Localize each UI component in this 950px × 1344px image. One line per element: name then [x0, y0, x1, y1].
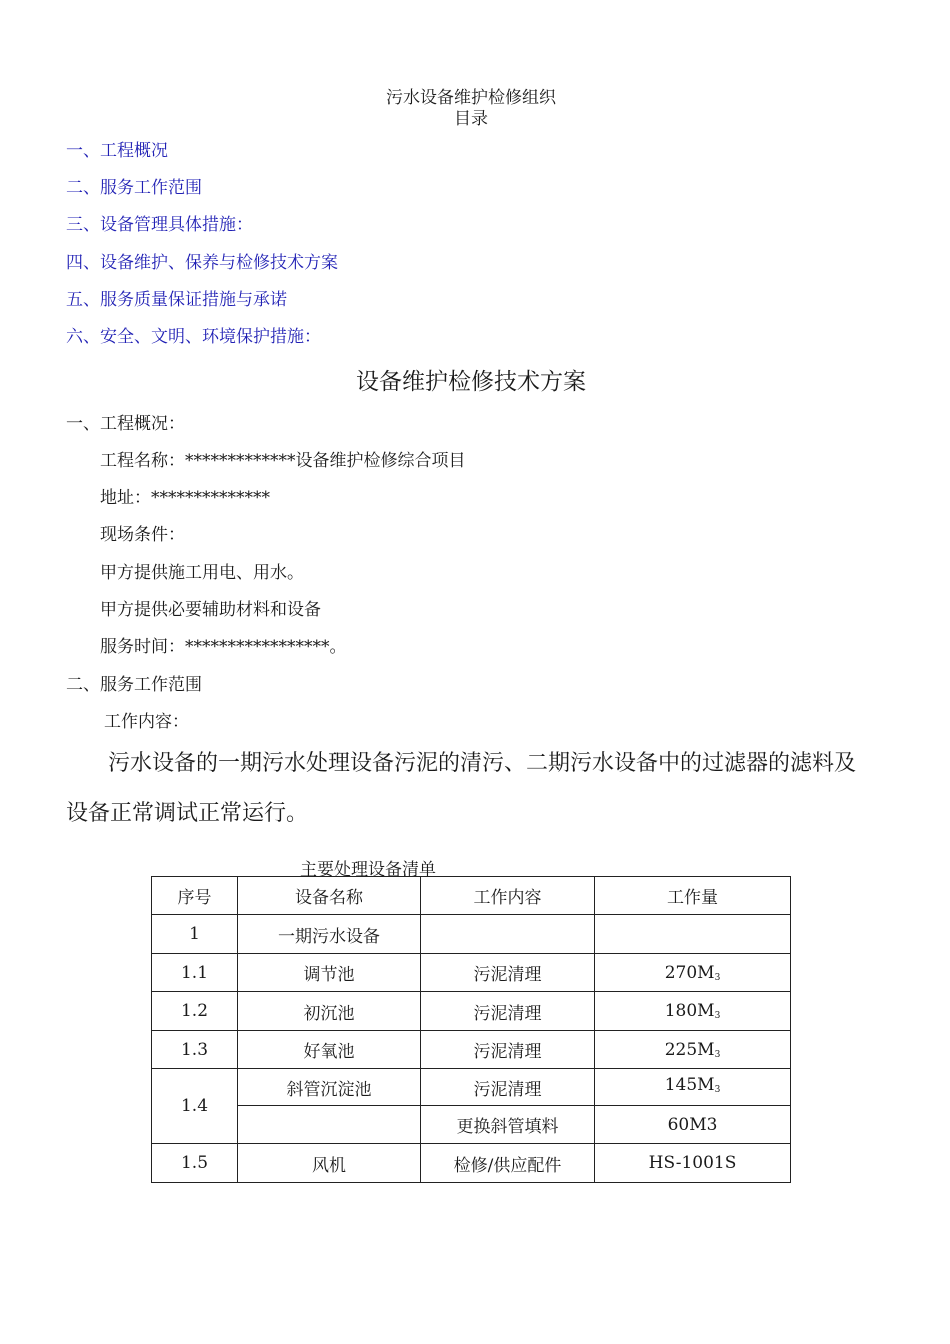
- table-row: [152, 1106, 791, 1144]
- row-number: 1.3: [152, 1031, 238, 1069]
- row-number: 1.5: [152, 1144, 238, 1183]
- equipment-name: 斜管沉淀池: [238, 1069, 421, 1106]
- site-condition-2: 甲方提供必要辅助材料和设备: [100, 600, 321, 620]
- workload: HS-1001S: [595, 1144, 791, 1183]
- table-row: [152, 1144, 791, 1183]
- toc-heading: 目录: [454, 109, 488, 129]
- header-cell: 工作内容: [421, 877, 595, 915]
- equipment-name: 调节池: [238, 954, 421, 992]
- table-caption: 主要处理设备清单: [300, 860, 436, 880]
- work-content: 污泥清理: [421, 1031, 595, 1069]
- table-row: [152, 1031, 791, 1069]
- toc-item[interactable]: 一、工程概况: [66, 141, 168, 161]
- toc-item[interactable]: 四、设备维护、保养与检修技术方案: [66, 253, 338, 273]
- scope-paragraph-line-2: 设备正常调试正常运行。: [66, 801, 309, 826]
- workload: $180M_3$: [595, 992, 791, 1031]
- workload: 60M3: [595, 1106, 791, 1144]
- header-cell: 设备名称: [238, 877, 421, 915]
- workload: $145M_3$: [595, 1069, 791, 1106]
- work-content: 更换斜管填料: [421, 1106, 595, 1144]
- project-address: 地址：**************: [100, 488, 270, 508]
- work-content: 检修/供应配件: [421, 1144, 595, 1183]
- toc-item[interactable]: 五、服务质量保证措施与承诺: [66, 290, 287, 310]
- table-row: [152, 1069, 791, 1106]
- overview-heading: 一、工程概况：: [66, 414, 185, 434]
- table-row: [152, 915, 791, 954]
- equipment-name: 风机: [238, 1144, 421, 1183]
- table-header-row: [152, 877, 791, 915]
- toc-item[interactable]: 六、安全、文明、环境保护措施：: [66, 327, 321, 347]
- row-number: 1: [152, 915, 238, 954]
- document-title: 污水设备维护检修组织: [386, 88, 556, 108]
- table-row: [152, 954, 791, 992]
- site-condition-1: 甲方提供施工用电、用水。: [100, 563, 304, 583]
- work-content: [421, 915, 595, 954]
- workload: [595, 915, 791, 954]
- row-number: 1.4: [152, 1069, 238, 1144]
- workload: $225M_3$: [595, 1031, 791, 1069]
- equipment-table: [151, 876, 791, 1183]
- row-number: 1.1: [152, 954, 238, 992]
- work-content: 污泥清理: [421, 992, 595, 1031]
- site-conditions-label: 现场条件：: [100, 525, 185, 545]
- toc-item[interactable]: 三、设备管理具体措施：: [66, 215, 253, 235]
- equipment-name: 好氧池: [238, 1031, 421, 1069]
- table-row: [152, 992, 791, 1031]
- scope-heading: 二、服务工作范围: [66, 675, 202, 695]
- section-title: 设备维护检修技术方案: [356, 369, 586, 395]
- header-cell: 工作量: [595, 877, 791, 915]
- equipment-name: 一期污水设备: [238, 915, 421, 954]
- equipment-name: [238, 1106, 421, 1144]
- work-content: 污泥清理: [421, 954, 595, 992]
- equipment-name: 初沉池: [238, 992, 421, 1031]
- row-number: 1.2: [152, 992, 238, 1031]
- workload: $270M_3$: [595, 954, 791, 992]
- service-time: 服务时间：*****************。: [100, 637, 347, 657]
- project-name: 工程名称：*************设备维护检修综合项目: [100, 451, 466, 471]
- toc-item[interactable]: 二、服务工作范围: [66, 178, 202, 198]
- work-content: 污泥清理: [421, 1069, 595, 1106]
- work-content-label: 工作内容：: [104, 712, 189, 732]
- header-cell: 序号: [152, 877, 238, 915]
- scope-paragraph-line-1: 污水设备的一期污水处理设备污泥的清污、二期污水设备中的过滤器的滤料及: [108, 751, 857, 776]
